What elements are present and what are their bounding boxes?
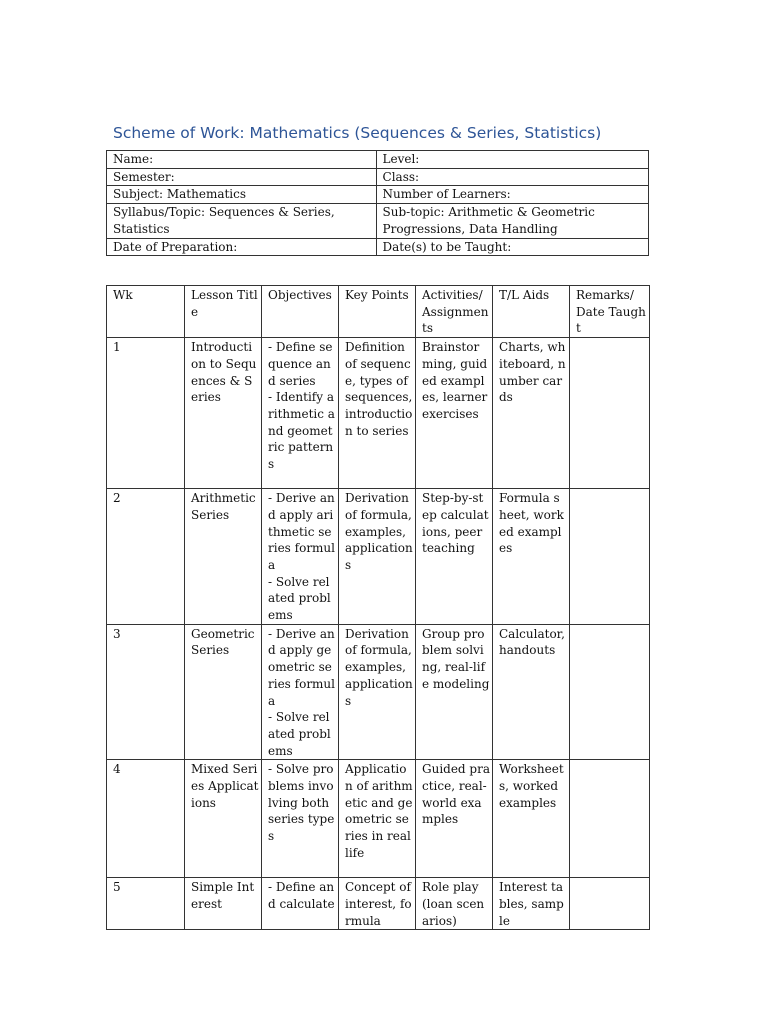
cell-tl-aids: Interest tables, sample — [493, 878, 570, 930]
info-semester: Semester: — [107, 168, 377, 186]
info-subject: Subject: Mathematics — [107, 186, 377, 204]
cell-activities: Role play (loan scenarios) — [416, 878, 493, 930]
info-row — [107, 204, 649, 238]
cell-remarks — [570, 760, 650, 878]
cell-week: 1 — [107, 338, 185, 489]
info-row — [107, 238, 649, 256]
header-tl-aids: T/L Aids — [493, 286, 570, 338]
header-wk: Wk — [107, 286, 185, 338]
cell-key-points: Derivation of formula, examples, applications — [339, 489, 416, 625]
info-level: Level: — [376, 151, 648, 169]
info-sub-topic: Sub-topic: Arithmetic & Geometric Progressions, Data Handling — [376, 204, 648, 238]
cell-tl-aids: Worksheets, worked examples — [493, 760, 570, 878]
cell-objectives: - Derive and apply arithmetic series formula - Solve related problems — [262, 489, 339, 625]
header-objectives: Objectives — [262, 286, 339, 338]
info-class: Class: — [376, 168, 648, 186]
info-table — [106, 150, 649, 256]
cell-activities: Step-by-step calculations, peer teaching — [416, 489, 493, 625]
cell-lesson-title: Geometric Series — [185, 624, 262, 760]
cell-tl-aids: Charts, whiteboard, number cards — [493, 338, 570, 489]
cell-objectives: - Derive and apply geometric series formula - Solve related problems — [262, 624, 339, 760]
cell-objectives: - Solve problems involving both series types — [262, 760, 339, 878]
cell-lesson-title: Introduction to Sequences & Series — [185, 338, 262, 489]
header-activities: Activities/ Assignments — [416, 286, 493, 338]
cell-lesson-title: Arithmetic Series — [185, 489, 262, 625]
header-remarks: Remarks/ Date Taught — [570, 286, 650, 338]
cell-key-points: Derivation of formula, examples, applications — [339, 624, 416, 760]
cell-remarks — [570, 489, 650, 625]
cell-objectives: - Define and calculate — [262, 878, 339, 930]
table-row — [107, 878, 650, 930]
cell-remarks — [570, 624, 650, 760]
cell-remarks — [570, 878, 650, 930]
info-date-of-preparation: Date of Preparation: — [107, 238, 377, 256]
table-row — [107, 760, 650, 878]
cell-week: 4 — [107, 760, 185, 878]
cell-week: 3 — [107, 624, 185, 760]
header-key-points: Key Points — [339, 286, 416, 338]
table-row — [107, 489, 650, 625]
cell-week: 2 — [107, 489, 185, 625]
table-row — [107, 624, 650, 760]
table-row — [107, 338, 650, 489]
info-syllabus-topic: Syllabus/Topic: Sequences & Series, Statistics — [107, 204, 377, 238]
cell-key-points: Definition of sequence, types of sequences, introduction to series — [339, 338, 416, 489]
info-row — [107, 168, 649, 186]
cell-objectives: - Define sequence and series - Identify arithmetic and geometric patterns — [262, 338, 339, 489]
cell-key-points: Application of arithmetic and geometric series in real life — [339, 760, 416, 878]
cell-activities: Brainstorming, guided examples, learner exercises — [416, 338, 493, 489]
info-name: Name: — [107, 151, 377, 169]
cell-lesson-title: Simple Interest — [185, 878, 262, 930]
info-row — [107, 186, 649, 204]
cell-key-points: Concept of interest, formula — [339, 878, 416, 930]
info-row — [107, 151, 649, 169]
cell-lesson-title: Mixed Series Applications — [185, 760, 262, 878]
cell-remarks — [570, 338, 650, 489]
schedule-table — [106, 285, 650, 930]
cell-activities: Group problem solving, real-life modeling — [416, 624, 493, 760]
document-title: Scheme of Work: Mathematics (Sequences & Series, Statistics) — [113, 124, 602, 142]
cell-activities: Guided practice, real-world examples — [416, 760, 493, 878]
info-number-of-learners: Number of Learners: — [376, 186, 648, 204]
header-lesson-title: Lesson Title — [185, 286, 262, 338]
cell-tl-aids: Formula sheet, worked examples — [493, 489, 570, 625]
cell-tl-aids: Calculator, handouts — [493, 624, 570, 760]
table-header-row — [107, 286, 650, 338]
info-dates-to-be-taught: Date(s) to be Taught: — [376, 238, 648, 256]
cell-week: 5 — [107, 878, 185, 930]
